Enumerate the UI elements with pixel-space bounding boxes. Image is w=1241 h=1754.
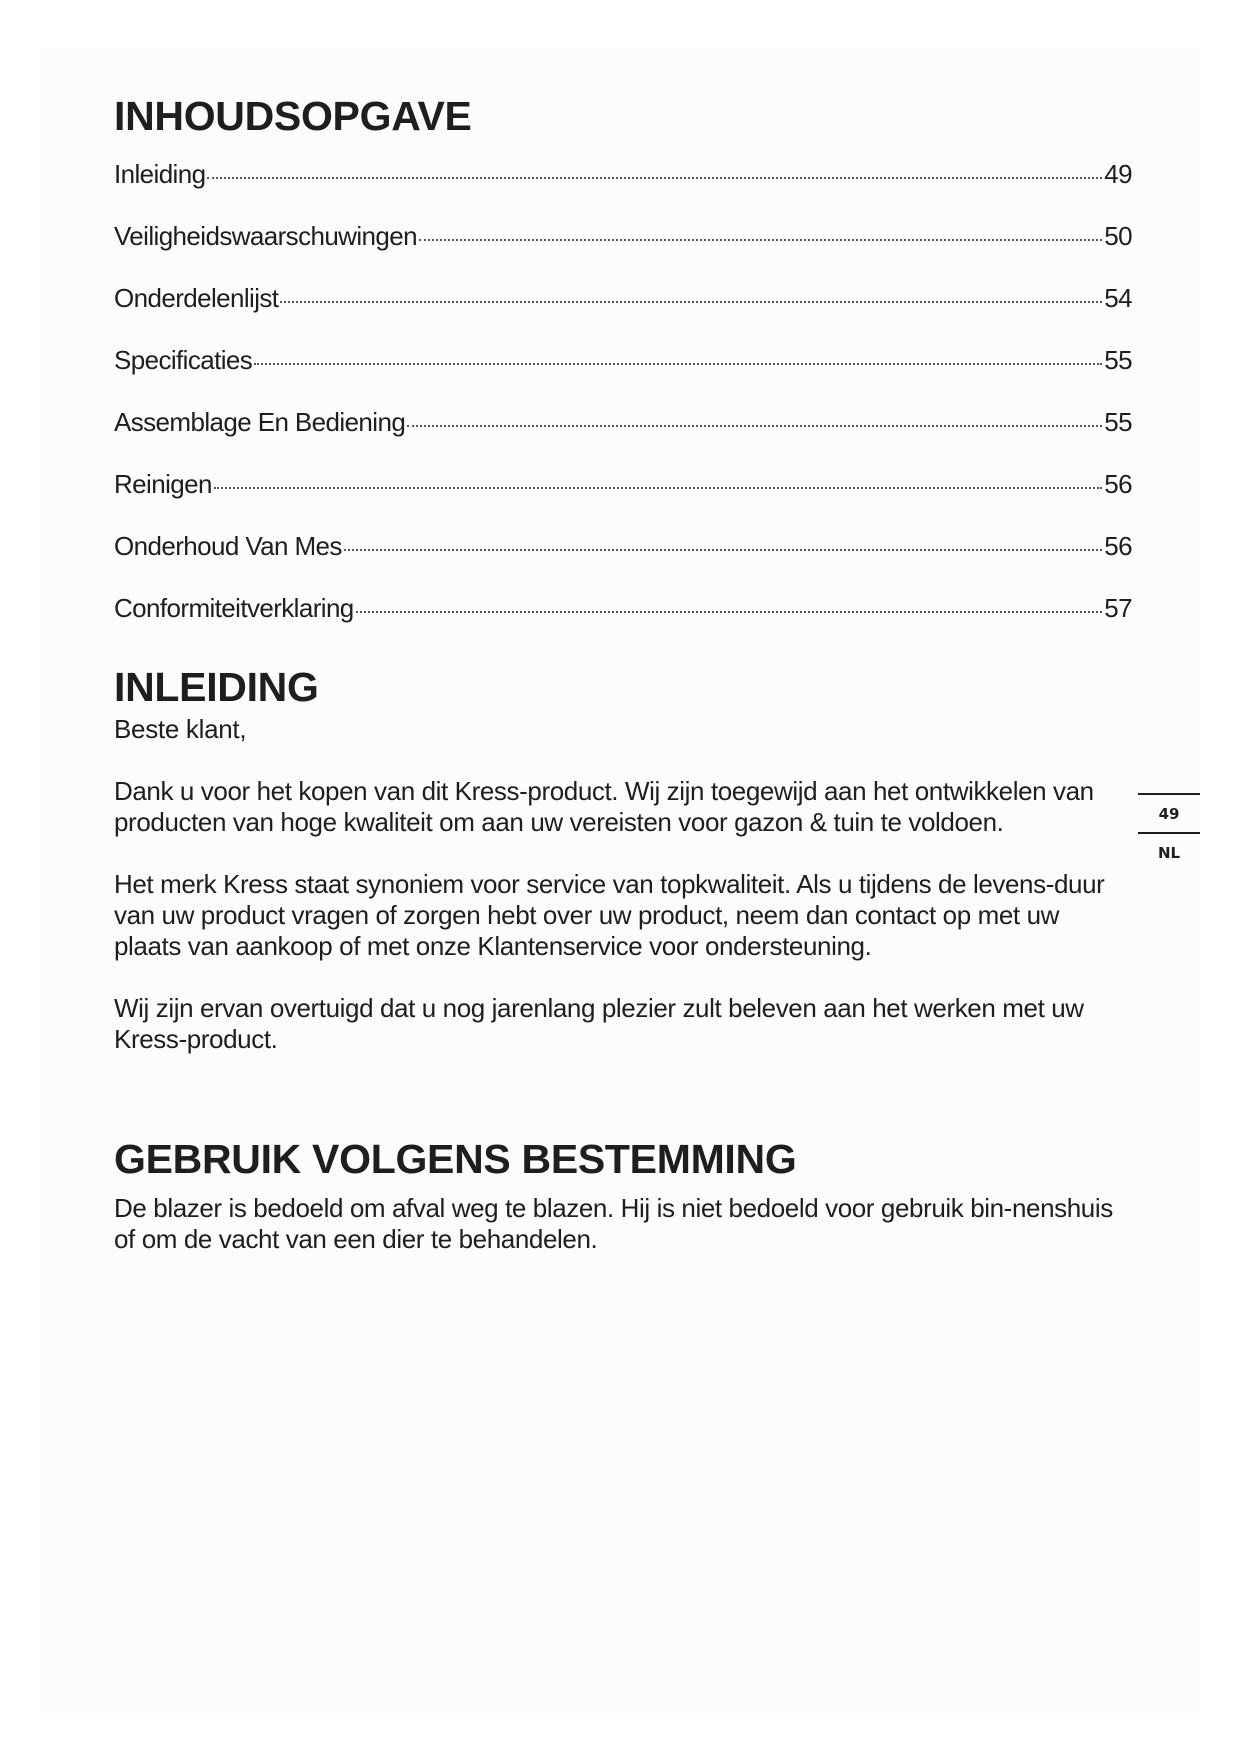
intro-paragraph: Dank u voor het kopen van dit Kress-product. Wij zijn toegewijd aan het ontwikkelen van producten van hoge kwaliteit om aan uw vereisten voor gazon & tuin te voldoen. [114, 776, 1094, 838]
toc-entry-page: 55 [1104, 407, 1132, 438]
page-number: 49 [1158, 805, 1180, 823]
intro-heading: INLEIDING [114, 664, 319, 711]
toc-entry-page: 56 [1104, 469, 1132, 500]
toc-leader-dots [254, 363, 1102, 365]
toc-entry-label: Veiligheidswaarschuwingen [114, 221, 417, 252]
toc-entry[interactable] [114, 531, 1132, 593]
intro-greeting: Beste klant, [114, 714, 247, 745]
toc-entry-page: 56 [1104, 531, 1132, 562]
usage-paragraph: De blazer is bedoeld om afval weg te blazen. Hij is niet bedoeld voor gebruik bin-nenshuis of om de vacht van een dier te behandelen. [114, 1192, 1113, 1254]
toc-leader-dots [207, 177, 1102, 179]
toc-heading: INHOUDSOPGAVE [114, 93, 472, 139]
toc-entry-label: Onderhoud Van Mes [114, 531, 342, 562]
toc-leader-dots [280, 301, 1102, 303]
toc-entry-page: 54 [1104, 283, 1132, 314]
intro-paragraph: Wij zijn ervan overtuigd dat u nog jarenlang plezier zult beleven aan het werken met uw Kress-product. [114, 993, 1084, 1055]
toc-leader-dots [344, 549, 1102, 551]
toc-leader-dots [419, 239, 1102, 241]
toc-entry-page: 57 [1104, 593, 1132, 624]
toc-entry[interactable] [114, 221, 1132, 283]
toc-entry[interactable] [114, 407, 1132, 469]
table-of-contents [114, 159, 1132, 655]
toc-entry[interactable] [114, 593, 1132, 655]
toc-leader-dots [356, 611, 1103, 613]
toc-entry[interactable] [114, 159, 1132, 221]
toc-entry[interactable] [114, 469, 1132, 531]
toc-entry-page: 49 [1104, 159, 1132, 190]
language-code: NL [1157, 844, 1181, 862]
toc-entry-label: Onderdelenlijst [114, 283, 279, 314]
page-tab [1138, 793, 1200, 862]
toc-entry-label: Conformiteitverklaring [114, 593, 354, 624]
toc-entry-label: Reinigen [114, 469, 212, 500]
toc-entry-label: Assemblage En Bediening [114, 407, 406, 438]
toc-leader-dots [214, 487, 1102, 489]
usage-heading: GEBRUIK VOLGENS BESTEMMING [114, 1136, 797, 1183]
toc-entry-label: Specificaties [114, 345, 253, 376]
toc-entry-page: 50 [1104, 221, 1132, 252]
toc-entry[interactable] [114, 283, 1132, 345]
toc-entry[interactable] [114, 345, 1132, 407]
toc-leader-dots [407, 425, 1102, 427]
toc-entry-label: Inleiding [114, 159, 206, 190]
toc-entry-page: 55 [1104, 345, 1132, 376]
intro-paragraph: Het merk Kress staat synoniem voor service van topkwaliteit. Als u tijdens de levens-duur van uw product vragen of zorgen hebt over uw product, neem dan contact op met uw plaats van aankoop of met onze Klantenservice voor ondersteuning. [114, 869, 1105, 962]
page-content [114, 92, 1132, 1255]
